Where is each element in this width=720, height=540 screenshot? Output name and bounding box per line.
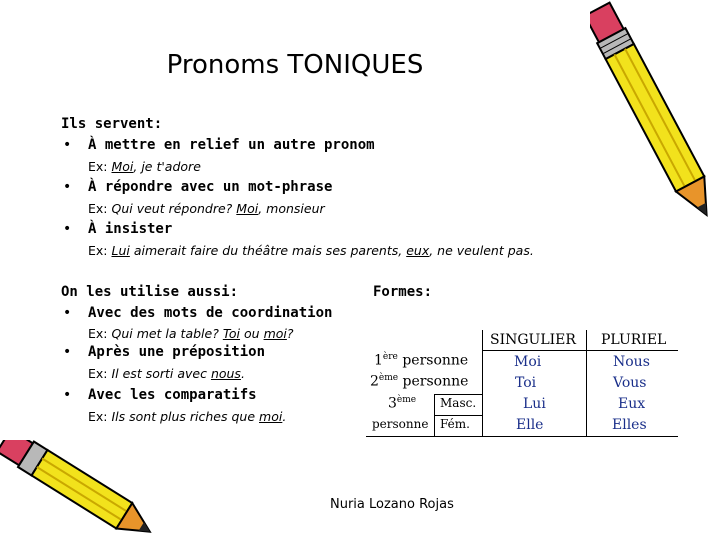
bullet-marker: •	[63, 179, 72, 195]
underlined-pronoun: eux	[406, 243, 430, 258]
row-sublabel: Masc.	[440, 396, 477, 410]
bullet-label: Avec des mots de coordination	[88, 305, 333, 321]
bullet-label: À répondre avec un mot-phrase	[88, 179, 333, 195]
section2-heading: On les utilise aussi:	[61, 284, 239, 300]
row-label: 1ère personne	[374, 352, 469, 369]
column-header-pluriel: PLURIEL	[601, 332, 667, 348]
section1-heading: Ils servent:	[61, 116, 163, 132]
bullet-item	[63, 221, 173, 237]
example-line: Ex: Moi, je t'adore	[88, 159, 201, 174]
bullet-marker: •	[63, 137, 72, 153]
bullet-label: À insister	[88, 221, 173, 237]
cell-singulier: Toi	[515, 375, 537, 391]
bullet-item	[63, 344, 266, 360]
bullet-item	[63, 179, 333, 195]
cell-pluriel: Vous	[613, 375, 647, 391]
bullet-item	[63, 387, 257, 403]
bullet-label: Après une préposition	[88, 344, 266, 360]
example-line: Ex: Qui met la table? Toi ou moi?	[88, 326, 294, 341]
page-title: Pronoms TONIQUES	[166, 50, 424, 80]
pencil-icon-top-right	[590, 0, 720, 245]
row-label: 3ème	[388, 395, 417, 412]
table-rule	[586, 330, 587, 436]
bullet-item	[63, 137, 375, 153]
bullet-marker: •	[63, 305, 72, 321]
table-rule	[482, 330, 483, 436]
column-header-singulier: SINGULIER	[490, 332, 576, 348]
row-label: personne	[372, 417, 429, 431]
formes-heading: Formes:	[373, 284, 433, 300]
pronoun-forms-table	[366, 330, 678, 436]
bullet-label: À mettre en relief un autre pronom	[88, 137, 375, 153]
bullet-marker: •	[63, 344, 72, 360]
bullet-item	[63, 305, 333, 321]
cell-singulier: Elle	[516, 417, 544, 433]
table-rule	[434, 394, 482, 395]
cell-pluriel: Elles	[612, 417, 647, 433]
table-rule	[482, 350, 678, 351]
bullet-marker: •	[63, 387, 72, 403]
underlined-pronoun: Moi	[236, 201, 259, 216]
cell-pluriel: Eux	[618, 396, 646, 412]
bullet-label: Avec les comparatifs	[88, 387, 257, 403]
example-line: Ex: Il est sorti avec nous.	[88, 366, 245, 381]
underlined-pronoun: Lui	[111, 243, 130, 258]
author-footer: Nuria Lozano Rojas	[330, 497, 454, 512]
cell-singulier: Moi	[514, 354, 542, 370]
row-label: 2ème personne	[370, 373, 469, 390]
underlined-pronoun: moi	[263, 326, 287, 341]
row-sublabel: Fém.	[440, 417, 470, 431]
example-line: Ex: Lui aimerait faire du théâtre mais ses parents, eux, ne veulent pas.	[88, 243, 534, 258]
cell-singulier: Lui	[523, 396, 546, 412]
table-rule	[434, 415, 482, 416]
underlined-pronoun: Toi	[222, 326, 241, 341]
underlined-pronoun: nous	[210, 366, 241, 381]
table-rule	[366, 436, 678, 437]
pencil-icon-bottom-left	[0, 440, 170, 540]
underlined-pronoun: moi	[259, 409, 283, 424]
bullet-marker: •	[63, 221, 72, 237]
underlined-pronoun: Moi	[111, 159, 134, 174]
example-line: Ex: Ils sont plus riches que moi.	[88, 409, 287, 424]
example-line: Ex: Qui veut répondre? Moi, monsieur	[88, 201, 325, 216]
cell-pluriel: Nous	[613, 354, 650, 370]
